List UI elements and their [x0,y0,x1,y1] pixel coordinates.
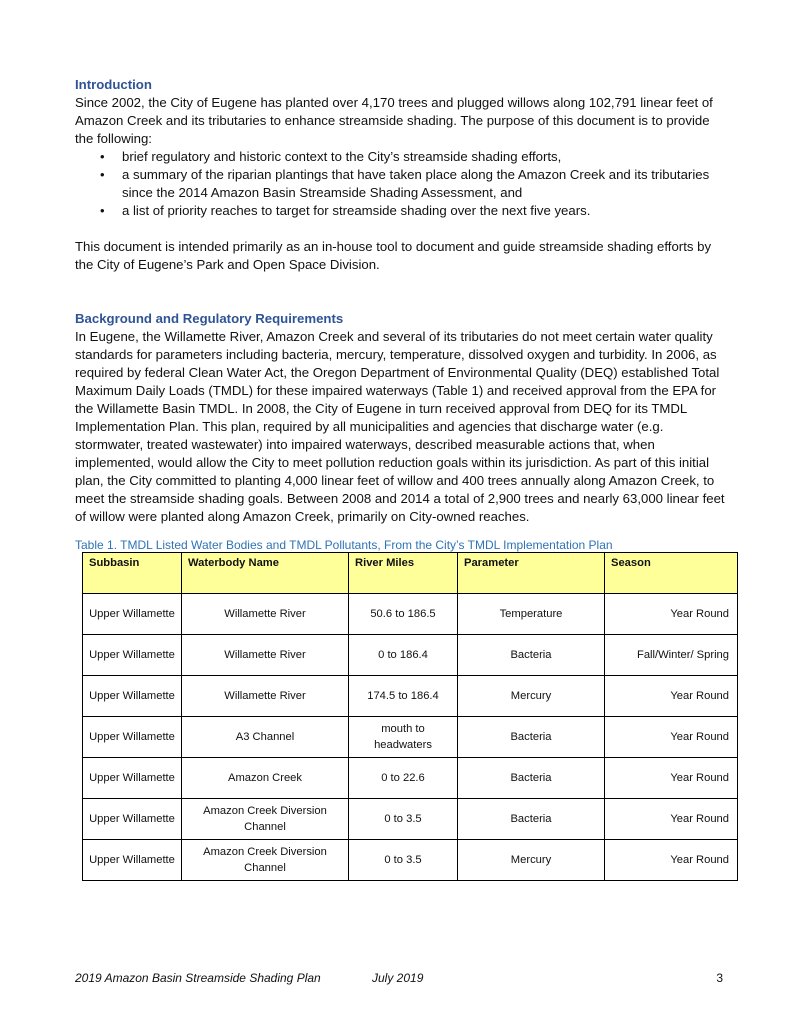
parameter-cell: Temperature [458,594,605,635]
waterbody-cell: Willamette River [182,635,349,676]
season-cell: Year Round [605,717,738,758]
column-header-parameter: Parameter [458,553,605,594]
document-page [75,76,729,881]
table-row [83,799,738,840]
tmdl-table [82,552,738,881]
subbasin-cell: Upper Willamette [83,594,182,635]
background-paragraph: In Eugene, the Willamette River, Amazon Creek and several of its tributaries do not meet certain water quality standards for parameters including bacteria, mercury, temperature, dissolved oxygen and turbidity. In 2006, as required by federal Clean Water Act, the Oregon Department of Environmental Quality (DEQ) established Total Maximum Daily Loads (TMDL) for these impaired waterways (Table 1) and received approval from the EPA for the Willamette Basin TMDL. In 2008, the City of Eugene in turn received approval from DEQ for its TMDL Implementation Plan. This plan, required by all municipalities and agencies that discharge water (e.g. stormwater, treated wastewater) into impaired waterways, described measurable actions that, when implemented, would allow the City to meet pollution reduction goals within its jurisdiction. As part of this initial plan, the City committed to planting 4,000 linear feet of willow and 400 trees annually along Amazon Creek, to meet the streamside shading goals. Between 2008 and 2014 a total of 2,900 trees and nearly 63,000 linear feet of willow were planted along Amazon Creek, primarily on City-owned reaches. [75,329,725,524]
list-item: • a list of priority reaches to target for streamside shading over the next five years. [122,202,725,220]
intro-paragraph: Since 2002, the City of Eugene has planted over 4,170 trees and plugged willows along 102,791 linear feet of Amazon Creek and its tributaries to enhance streamside shading. The purpose of this document is to provide the following: [75,95,713,146]
river-miles-cell: 0 to 3.5 [349,799,458,840]
waterbody-cell: Amazon Creek Diversion Channel [182,840,349,881]
footer-date: July 2019 [372,971,424,985]
list-item: • brief regulatory and historic context to the City’s streamside shading efforts, [122,148,725,166]
intro-bullet-list [75,148,725,220]
column-header-season: Season [605,553,738,594]
subbasin-cell: Upper Willamette [83,635,182,676]
season-cell: Year Round [605,799,738,840]
season-cell: Fall/Winter/ Spring [605,635,738,676]
river-miles-cell: 0 to 186.4 [349,635,458,676]
intro-closing-paragraph: This document is intended primarily as an in-house tool to document and guide streamside shading efforts by the City of Eugene’s Park and Open Space Division. [75,239,712,272]
waterbody-cell: Amazon Creek [182,758,349,799]
column-header-subbasin: Subbasin [83,553,182,594]
season-cell: Year Round [605,758,738,799]
river-miles-cell: 0 to 3.5 [349,840,458,881]
subbasin-cell: Upper Willamette [83,799,182,840]
waterbody-cell: Willamette River [182,676,349,717]
page-number: 3 [716,971,723,985]
parameter-cell: Bacteria [458,799,605,840]
intro-heading: Introduction [75,77,152,92]
season-cell: Year Round [605,594,738,635]
subbasin-cell: Upper Willamette [83,840,182,881]
waterbody-cell: Willamette River [182,594,349,635]
parameter-cell: Bacteria [458,717,605,758]
river-miles-cell: 0 to 22.6 [349,758,458,799]
parameter-cell: Mercury [458,676,605,717]
page-footer [75,971,725,985]
waterbody-cell: Amazon Creek Diversion Channel [182,799,349,840]
river-miles-cell: 50.6 to 186.5 [349,594,458,635]
table-row [83,840,738,881]
table-row [83,594,738,635]
waterbody-cell: A3 Channel [182,717,349,758]
season-cell: Year Round [605,676,738,717]
footer-title: 2019 Amazon Basin Streamside Shading Plan [75,971,321,985]
background-heading: Background and Regulatory Requirements [75,311,344,326]
table-row [83,758,738,799]
table-header-row [83,553,738,594]
table-row [83,717,738,758]
table-body [83,594,738,881]
subbasin-cell: Upper Willamette [83,676,182,717]
river-miles-cell: mouth to headwaters [349,717,458,758]
column-header-river-miles: River Miles [349,553,458,594]
table-row [83,635,738,676]
list-item: • a summary of the riparian plantings that have taken place along the Amazon Creek and its tributaries since the 2014 Amazon Basin Streamside Shading Assessment, and [122,166,725,202]
river-miles-cell: 174.5 to 186.4 [349,676,458,717]
parameter-cell: Bacteria [458,635,605,676]
table-row [83,676,738,717]
column-header-waterbody: Waterbody Name [182,553,349,594]
season-cell: Year Round [605,840,738,881]
subbasin-cell: Upper Willamette [83,758,182,799]
table-caption: Table 1. TMDL Listed Water Bodies and TMDL Pollutants, From the City’s TMDL Implementation Plan [75,538,613,552]
parameter-cell: Bacteria [458,758,605,799]
subbasin-cell: Upper Willamette [83,717,182,758]
parameter-cell: Mercury [458,840,605,881]
